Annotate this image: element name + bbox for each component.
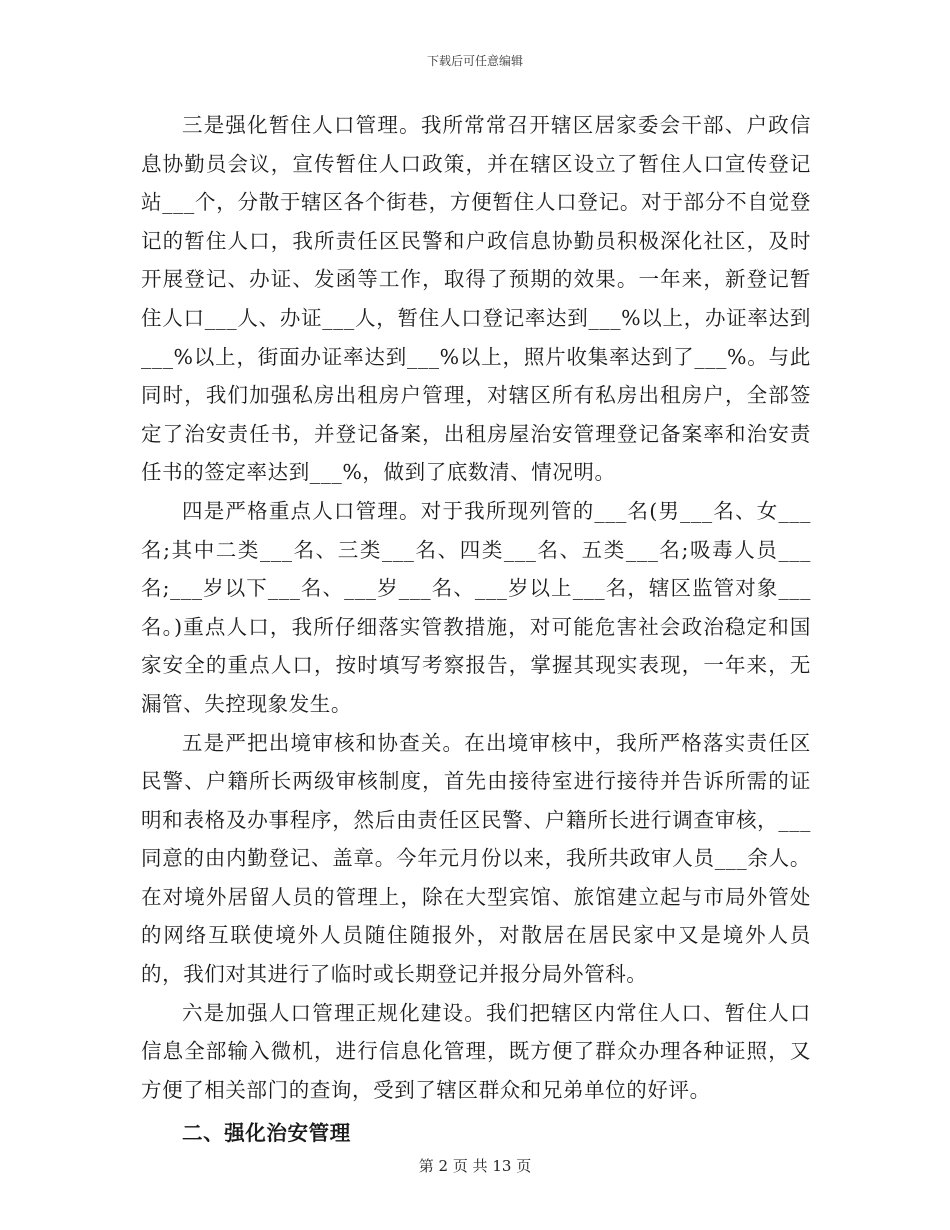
page-header: 下载后可任意编辑 (426, 54, 523, 68)
document-body (141, 106, 811, 1157)
paragraph-key-population: 四是严格重点人口管理。对于我所现列管的___名(男___名、女___名;其中二类___名、三类___名、四类___名、五类___名;吸毒人员___名;___岁以下___名、___岁___名、___岁以上___名，辖区监管对象___名。)重点人口，我所仔细落实管教措施，对可能危害社会政治稳定和国家安全的重点人口，按时填写考察报告，掌握其现实表现，一年来，无漏管、失控现象发生。 (141, 498, 811, 716)
section-heading: 二、强化治安管理 (182, 1121, 351, 1146)
page-footer: 第 2 页 共 13 页 (418, 1157, 532, 1175)
paragraph-exit-review: 五是严把出境审核和协查关。在出境审核中，我所严格落实责任区民警、户籍所长两级审核制度，首先由接待室进行接待并告诉所需的证明和表格及办事程序，然后由责任区民警、户籍所长进行调查审核，___同意的由内勤登记、盖章。今年元月份以来，我所共政审人员___余人。在对境外居留人员的管理上，除在大型宾馆、旅馆建立起与市局外管处的网络互联使境外人员随住随报外，对散居在居民家中又是境外人员的，我们对其进行了临时或长期登记并报分局外管科。 (141, 730, 811, 987)
paragraph-standardization: 六是加强人口管理正规化建设。我们把辖区内常住人口、暂住人口信息全部输入微机，进行信息化管理，既方便了群众办理各种证照，又方便了相关部门的查询，受到了辖区群众和兄弟单位的好评。 (141, 1000, 811, 1102)
paragraph-temporary-population: 三是强化暂住人口管理。我所常常召开辖区居家委会干部、户政信息协勤员会议，宣传暂住人口政策，并在辖区设立了暂住人口宣传登记站___个，分散于辖区各个街巷，方便暂住人口登记。对于部分不自觉登记的暂住人口，我所责任区民警和户政信息协勤员积极深化社区，及时开展登记、办证、发函等工作，取得了预期的效果。一年来，新登记暂住人口___人、办证___人，暂住人口登记率达到___%以上，办证率达到___%以上，街面办证率达到___%以上，照片收集率达到了___%。与此同时，我们加强私房出租房户管理，对辖区所有私房出租房户，全部签定了治安责任书，并登记备案，出租房屋治安管理登记备案率和治安责任书的签定率达到___%，做到了底数清、情况明。 (141, 113, 811, 485)
